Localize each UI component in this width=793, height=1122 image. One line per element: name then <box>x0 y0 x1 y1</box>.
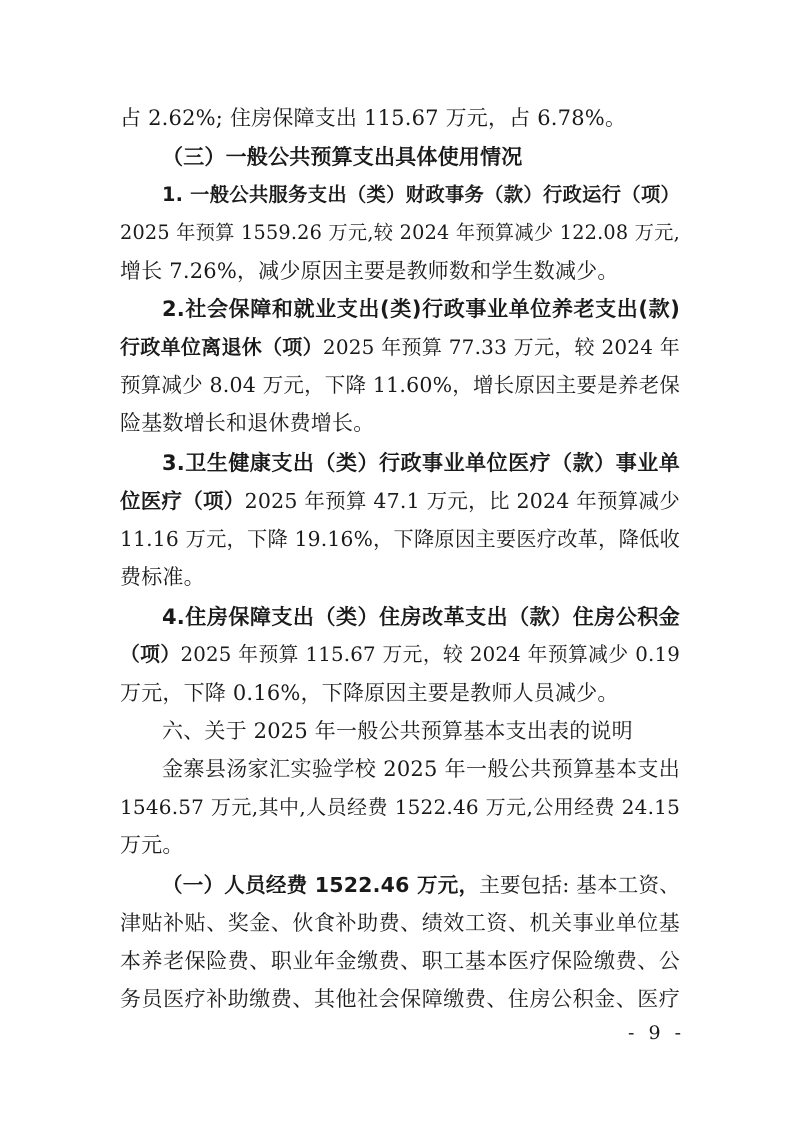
text-line <box>120 332 680 362</box>
text-line: 费标准。 <box>120 565 205 589</box>
text-line: 本养老保险费、职业年金缴费、职工基本医疗保险缴费、公 <box>120 949 680 973</box>
text-run: 主要包括: 基本工资、 <box>479 873 680 897</box>
item-heading-tail: 行政单位离退休（项） <box>120 335 323 359</box>
text-line: 2025 年预算 1559.26 万元,较 2024 年预算减少 122.08 万元, <box>120 221 681 244</box>
item-heading: 1. 一般公共服务支出（类）财政事务（款）行政运行（项） <box>162 183 680 206</box>
text-line: 11.16 万元，下降 19.16%，下降原因主要医疗改革，降低收 <box>120 527 680 551</box>
item-heading: （一）人员经费 1522.46 万元， <box>162 873 480 897</box>
item-heading: 4.住房保障支出（类）住房改革支出（款）住房公积金 <box>162 605 680 629</box>
section-heading: 六、关于 2025 年一般公共预算基本支出表的说明 <box>162 719 633 743</box>
text-line <box>120 640 680 670</box>
text-line: 万元。 <box>120 833 184 857</box>
section-heading: （三）一般公共预算支出具体使用情况 <box>162 145 523 169</box>
item-heading-tail: 位医疗（项） <box>120 489 245 513</box>
text-line: 险基数增长和退休费增长。 <box>120 411 375 435</box>
text-line: 金寨县汤家汇实验学校 2025 年一般公共预算基本支出 <box>162 757 680 781</box>
text-line: 万元，下降 0.16%，下降原因主要是教师人员减少。 <box>120 681 619 705</box>
text-line: 占 2.62%; 住房保障支出 115.67 万元，占 6.78%。 <box>120 106 627 130</box>
text-line <box>120 486 680 516</box>
text-run: 2025 年预算 77.33 万元，较 2024 年 <box>322 335 680 359</box>
text-run: 2025 年预算 47.1 万元，比 2024 年预算减少 <box>244 489 680 513</box>
text-line: 增长 7.26%，减少原因主要是教师数和学生数减少。 <box>120 259 619 283</box>
text-line <box>162 870 680 900</box>
text-line: 津贴补贴、奖金、伙食补助费、绩效工资、机关事业单位基 <box>120 911 680 935</box>
text-line: 预算减少 8.04 万元，下降 11.60%，增长原因主要是养老保 <box>120 373 680 397</box>
item-heading: 2.社会保障和就业支出(类)行政事业单位养老支出(款) <box>162 297 680 321</box>
text-run: 2025 年预算 115.67 万元，较 2024 年预算减少 0.19 <box>180 643 680 666</box>
page-number: - 9 - <box>628 1022 686 1044</box>
text-line: 1546.57 万元,其中,人员经费 1522.46 万元,公用经费 24.15 <box>120 795 680 819</box>
text-line: 务员医疗补助缴费、其他社会保障缴费、住房公积金、医疗 <box>120 987 680 1011</box>
item-heading-tail: （项） <box>120 643 181 666</box>
item-heading: 3.卫生健康支出（类）行政事业单位医疗（款）事业单 <box>162 451 680 475</box>
